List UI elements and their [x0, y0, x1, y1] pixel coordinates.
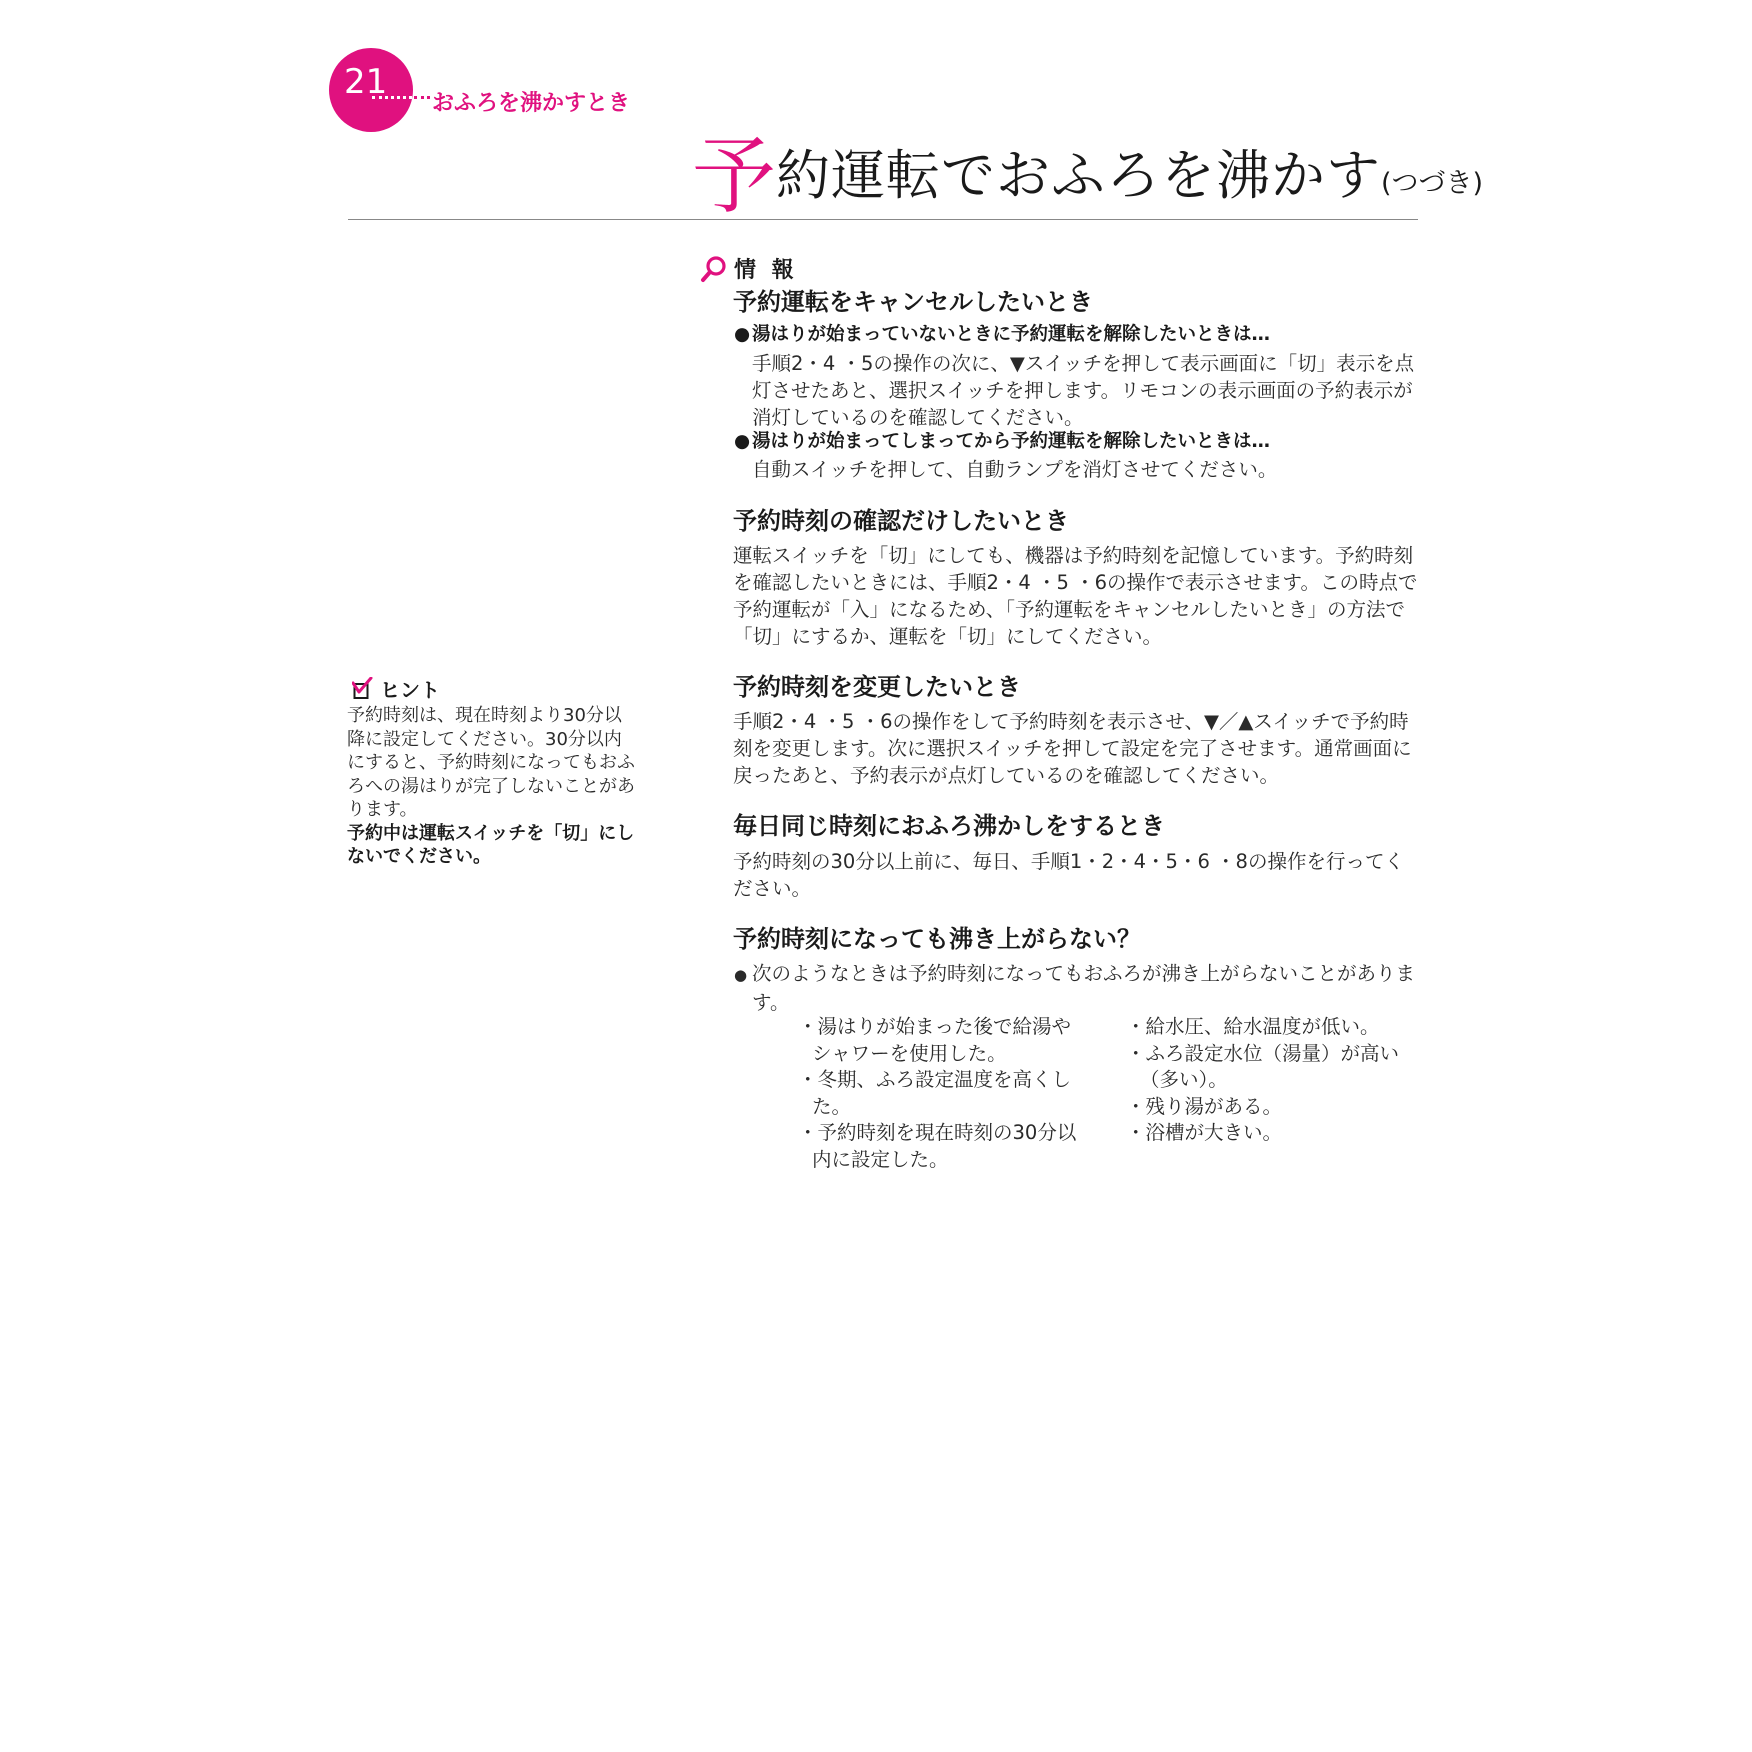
section-body	[733, 848, 1423, 902]
section-bullet	[734, 960, 1424, 1016]
text-line: 手順2・4 ・5の操作の次に、▼スイッチを押して表示画面に「切」表示を点	[752, 352, 1415, 375]
hint-body	[347, 704, 637, 869]
text-line: 手順2・4 ・5 ・6の操作をして予約時刻を表示させ、▼／▲スイッチで予約時	[733, 710, 1409, 733]
text-line: 消灯しているのを確認してください。	[752, 406, 1084, 429]
page-number: 21	[344, 62, 388, 102]
bullet-lead	[734, 322, 1270, 348]
info-label: 情 報	[734, 258, 798, 283]
list-item: ・残り湯がある。	[1126, 1094, 1283, 1118]
text-line: 「切」にするか、運転を「切」にしてください。	[733, 625, 1163, 648]
title-text: 約運転でおふろを沸かす	[776, 144, 1382, 207]
text-line: 刻を変更します。次に選択スイッチを押して設定を完了させます。通常画面に	[733, 737, 1412, 760]
title-rule	[348, 219, 1418, 220]
text-line: 灯させたあと、選択スイッチを押します。リモコンの表示画面の予約表示が	[752, 379, 1413, 402]
bullet-dot: ●	[734, 966, 748, 984]
page-title	[692, 128, 1483, 224]
section-body	[733, 708, 1423, 789]
bullet-dot: ●	[734, 324, 751, 345]
title-continued: (つづき)	[1381, 168, 1484, 199]
bullet-lead-text: 湯はりが始まっていないときに予約運転を解除したいときは…	[752, 324, 1271, 345]
text-line: を確認したいときには、手順2・4 ・5 ・6の操作で表示させます。この時点で	[733, 571, 1418, 594]
text-line: 予約運転が「入」になるため、「予約運転をキャンセルしたいとき」の方法で	[733, 598, 1405, 621]
cause-list-right	[1126, 1014, 1416, 1147]
text-line: す。	[752, 991, 790, 1014]
hint-label: ヒント	[380, 678, 440, 702]
section-body	[733, 542, 1423, 650]
hint-bold-text: 予約中は運転スイッチを「切」にしないでください。	[347, 822, 635, 867]
section-heading-change: 予約時刻を変更したいとき	[733, 673, 1021, 701]
cause-list-left	[798, 1014, 1090, 1173]
bullet-body	[752, 456, 1422, 483]
checkbox-icon	[352, 677, 374, 701]
list-item: ・予約時刻を現在時刻の30分以内に設定した。	[798, 1121, 1077, 1171]
list-item: ・ふろ設定水位（湯量）が高い（多い）。	[1126, 1041, 1400, 1091]
text-line: 運転スイッチを「切」にしても、機器は予約時刻を記憶しています。予約時刻	[733, 544, 1414, 567]
dotted-leader	[372, 96, 418, 99]
text-line: ださい。	[733, 877, 812, 900]
info-heading	[700, 253, 798, 284]
list-item: ・給水圧、給水温度が低い。	[1126, 1015, 1380, 1038]
list-item: ・冬期、ふろ設定温度を高くした。	[798, 1068, 1072, 1118]
bullet-lead	[734, 429, 1270, 455]
section-heading-confirm: 予約時刻の確認だけしたいとき	[733, 507, 1069, 535]
magnifier-icon	[700, 255, 728, 283]
hint-text: 予約時刻は、現在時刻より30分以降に設定してください。30分以内にすると、予約時刻になってもおふろへの湯はりが完了しないことがあります。	[347, 705, 635, 820]
hint-heading	[352, 674, 440, 703]
text-line: 次のようなときは予約時刻になってもおふろが沸き上がらないことがありま	[752, 962, 1416, 985]
text-line: 自動スイッチを押して、自動ランプを消灯させてください。	[752, 458, 1278, 481]
list-item: ・湯はりが始まった後で給湯やシャワーを使用した。	[798, 1015, 1072, 1065]
bullet-lead-text: 湯はりが始まってしまってから予約運転を解除したいときは…	[752, 431, 1271, 452]
section-heading-not-heated: 予約時刻になっても沸き上がらない？	[733, 925, 1141, 953]
dotted-leader-pink	[414, 96, 430, 99]
section-heading-cancel: 予約運転をキャンセルしたいとき	[733, 288, 1093, 316]
list-item: ・浴槽が大きい。	[1126, 1121, 1283, 1144]
bullet-dot: ●	[734, 431, 751, 452]
title-first-char: 予	[692, 127, 777, 225]
section-heading-daily: 毎日同じ時刻におふろ沸かしをするとき	[733, 812, 1165, 840]
bullet-body	[752, 350, 1422, 431]
text-line: 戻ったあと、予約表示が点灯しているのを確認してください。	[733, 764, 1280, 787]
text-line: 予約時刻の30分以上前に、毎日、手順1・2・4・5・6 ・8の操作を行ってく	[733, 850, 1404, 873]
section-label: おふろを沸かすとき	[432, 91, 631, 116]
